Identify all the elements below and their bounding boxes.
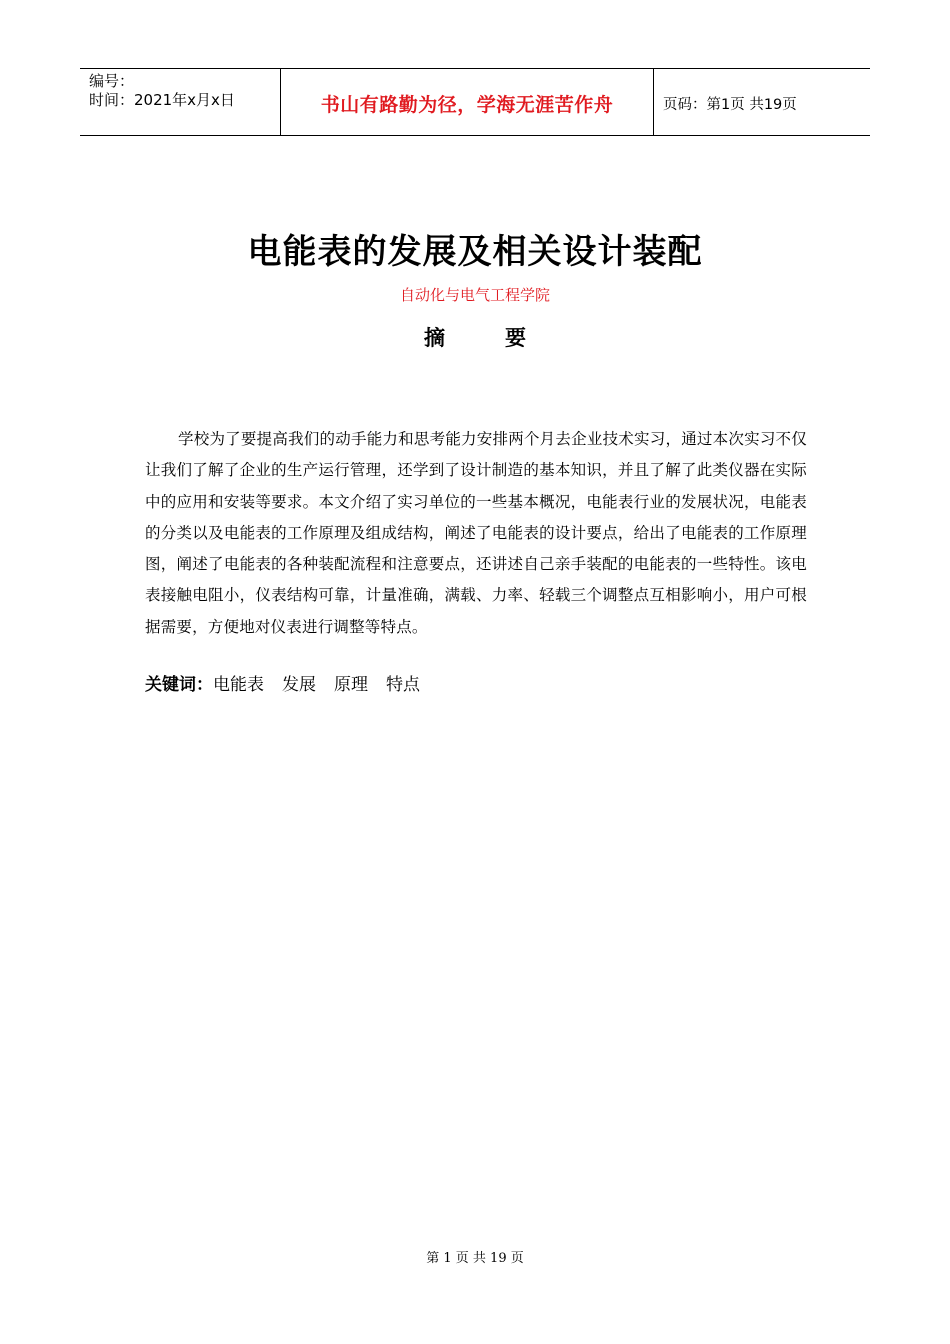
abstract-heading-char2: 要 — [505, 326, 526, 350]
keywords-label: 关键词： — [145, 675, 213, 695]
motto-text: 书山有路勤为径，学海无涯苦作舟 — [320, 93, 614, 116]
keyword-item: 特点 — [386, 675, 420, 695]
affiliation: 自动化与电气工程学院 — [399, 286, 550, 304]
header-page-cell — [654, 69, 870, 135]
abstract-heading-char1: 摘 — [424, 326, 445, 350]
document-title: 电能表的发展及相关设计装配 — [247, 232, 703, 272]
header-motto-cell — [281, 69, 654, 135]
abstract-paragraph: 学校为了要提高我们的动手能力和思考能力安排两个月去企业技术实习，通过本次实习不仅让我们了解了企业的生产运行管理，还学到了设计制造的基本知识，并且了解了此类仪器在实际中的应用和安装等要求。本文介绍了实习单位的一些基本概况，电能表行业的发展状况，电能表的分类以及电能表的工作原理及组成结构，阐述了电能表的设计要点，给出了电能表的工作原理图，阐述了电能表的各种装配流程和注意要点，还讲述自己亲手装配的电能表的一些特性。该电表接触电阻小，仪表结构可靠，计量准确，满载、力率、轻载三个调整点互相影响小，用户可根据需要，方便地对仪表进行调整等特点。 — [145, 430, 807, 636]
header-meta-cell — [80, 69, 281, 135]
keywords-line — [145, 670, 438, 695]
date-label: 时间：2021年x月x日 — [89, 91, 235, 109]
keyword-item: 电能表 — [213, 675, 264, 695]
keyword-item: 发展 — [282, 675, 316, 695]
keyword-item: 原理 — [334, 675, 368, 695]
page-footer: 第 1 页 共 19 页 — [426, 1251, 524, 1266]
code-label: 编号： — [89, 72, 135, 90]
page-info: 页码：第1页 共19页 — [663, 96, 797, 113]
abstract-heading — [0, 322, 950, 352]
document-header-table — [80, 68, 870, 136]
